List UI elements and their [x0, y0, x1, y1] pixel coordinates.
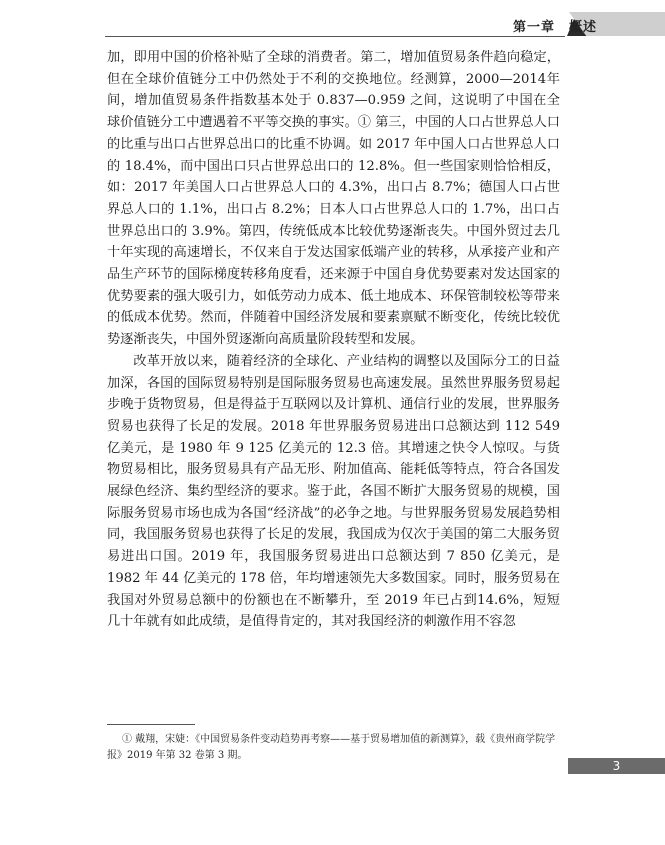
chapter-title: 第一章 概述	[512, 20, 597, 35]
paragraph-1: 加，即用中国的价格补贴了全球的消费者。第二，增加值贸易条件趋向稳定，但在全球价值链分工中仍然处于不利的交换地位。经测算，2000—2014年间，增加值贸易条件指数基本处于 0.837—0.959 之间，这说明了中国在全球价值链分工中遭遇着不平等交换的事实。① 第三，中国的人口占世界总人口的比重与出口占世界总出口的比重不协调。如 2017 年中国人口占世界总人口的 18.4%，而中国出口只占世界总出口的 12.8%。但一些国家则恰恰相反，如：2017 年美国人口占世界总人口的 4.3%，出口占 8.7%；德国人口占世界总人口的 1.1%，出口占 8.2%；日本人口占世界总人口的 1.7%，出口占世界总出口的 3.9%。第四，传统低成本比较优势逐渐丧失。中国外贸过去几十年实现的高速增长，不仅来自于发达国家低端产业的转移，从承接产业和产品生产环节的国际梯度转移角度看，还来源于中国自身优势要素对发达国家的优势要素的强大吸引力，如低劳动力成本、低土地成本、环保管制较松等带来的低成本优势。然而，伴随着中国经济发展和要素禀赋不断变化，传统比较优势逐渐丧失，中国外贸逐渐向高质量阶段转型和发展。	[107, 50, 560, 348]
page-number: 3	[568, 758, 665, 774]
header-rule	[105, 14, 565, 37]
paragraph-2: 改革开放以来，随着经济的全球化、产业结构的调整以及国际分工的日益加深，各国的国际贸易特别是国际服务贸易也高速发展。虽然世界服务贸易起步晚于货物贸易，但是得益于互联网以及计算机、通信行业的发展，世界服务贸易也获得了长足的发展。2018 年世界服务贸易进出口总额达到 112 549 亿美元，是 1980 年 9 125 亿美元的 12.3 倍。其增速之快令人惊叹。与货物贸易相比，服务贸易具有产品无形、附加值高、能耗低等特点，符合各国发展绿色经济、集约型经济的要求。鉴于此，各国不断扩大服务贸易的规模，国际服务贸易市场也成为各国“经济战”的必争之地。与世界服务贸易发展趋势相同，我国服务贸易也获得了长足的发展，我国成为仅次于美国的第二大服务贸易进出口国。2019 年，我国服务贸易进出口总额达到 7 850 亿美元，是 1982 年 44 亿美元的 178 倍，年均增速领先大多数国家。同时，服务贸易在我国对外贸易总额中的份额也在不断攀升，至 2019 年已占到14.6%，短短几十年就有如此成绩，是值得肯定的，其对我国经济的刺激作用不容忽	[107, 353, 560, 630]
footnote-divider	[107, 724, 195, 725]
footnote: ① 戴翔，宋婕：《中国贸易条件变动趋势再考察——基于贸易增加值的新测算》，载《贵州商学院学报》2019 年第 32 卷第 3 期。	[107, 734, 556, 761]
body-text	[107, 47, 560, 633]
